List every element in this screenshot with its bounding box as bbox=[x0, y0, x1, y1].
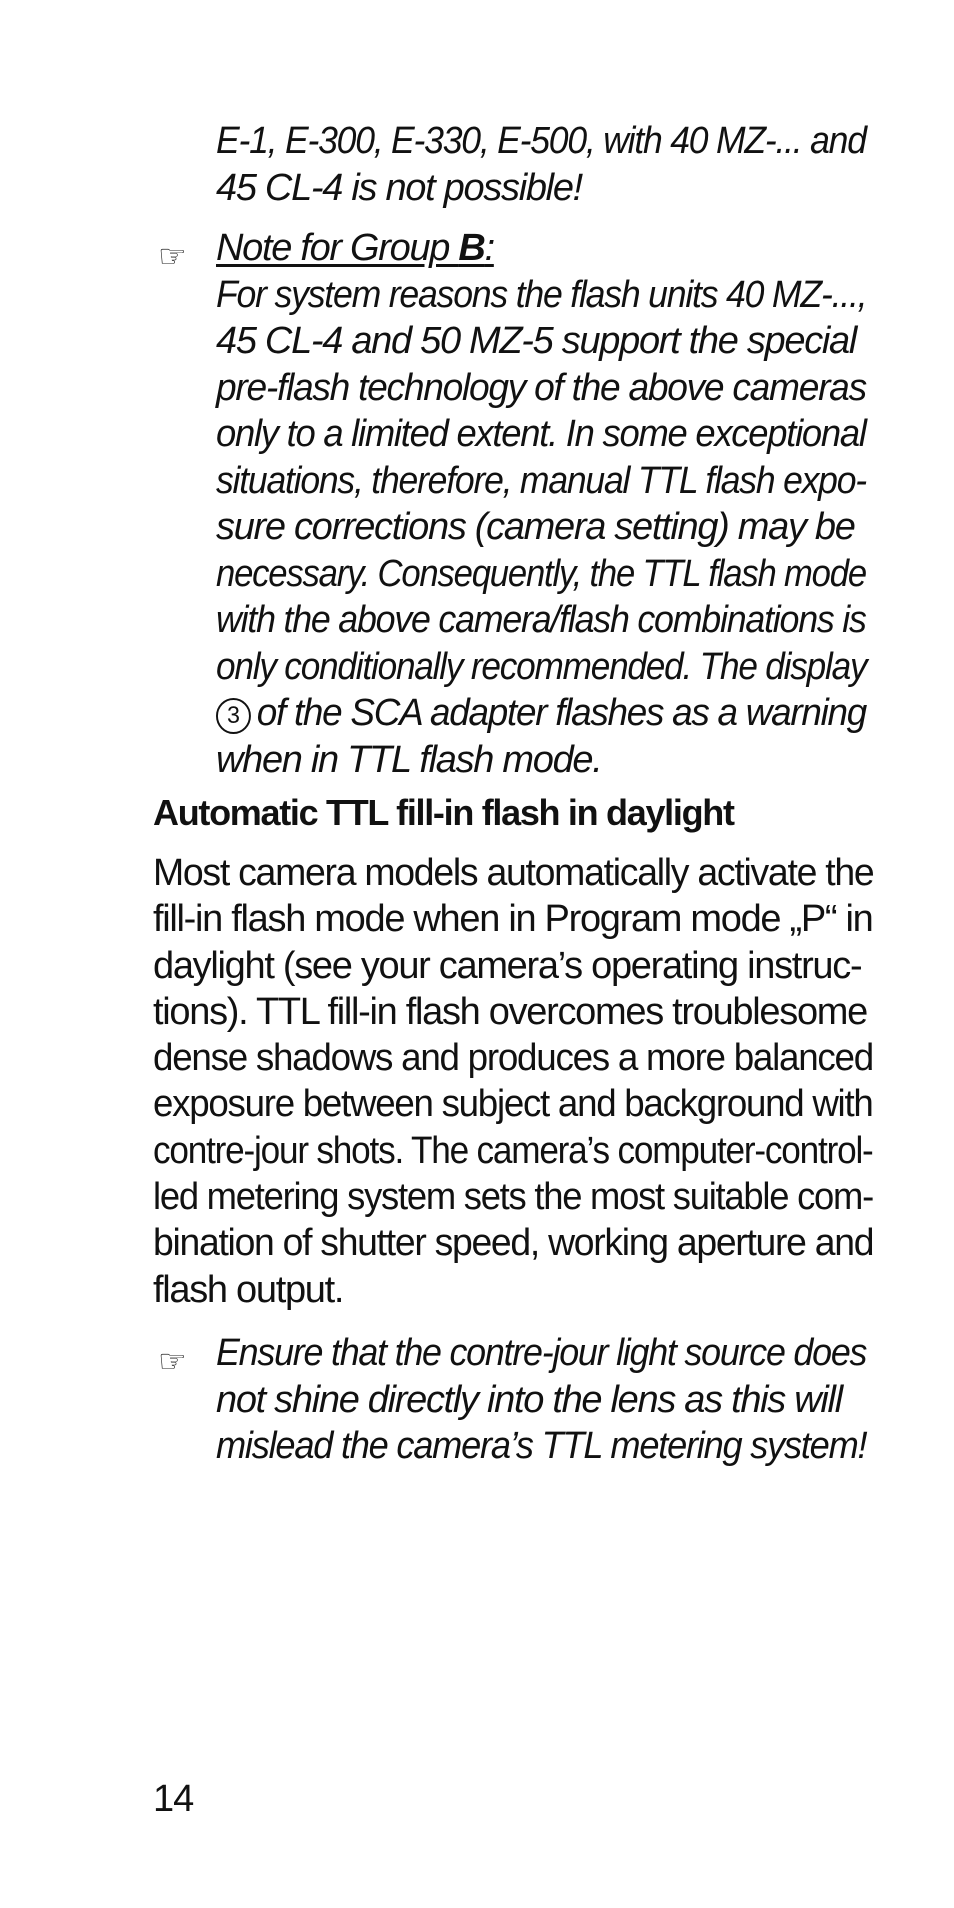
circled-number-3: 3 bbox=[216, 698, 251, 734]
text-line: situations, therefore, manual TTL flash expo- bbox=[216, 459, 866, 502]
text-line: necessary. Consequently, the TTL flash mode bbox=[216, 552, 866, 595]
text-line: Most camera models automatically activate the bbox=[153, 852, 874, 894]
text-line: contre-jour shots. The camera’s computer-control- bbox=[153, 1129, 873, 1172]
note-heading-underlined bbox=[216, 227, 494, 269]
text-line: 45 CL-4 and 50 MZ-5 support the special bbox=[216, 320, 857, 362]
text-line: flash output. bbox=[153, 1268, 344, 1311]
text-line: fill-in flash mode when in Program mode „P“ in bbox=[153, 898, 873, 941]
text-line: of the SCA adapter flashes as a warning bbox=[256, 692, 867, 734]
note-contre-jour bbox=[216, 1330, 866, 1470]
text-line: exposure between subject and background with bbox=[153, 1083, 873, 1126]
note-heading-suffix: : bbox=[484, 227, 494, 269]
text-line: dense shadows and produces a more balanced bbox=[153, 1037, 873, 1080]
text-line: only to a limited extent. In some exceptional bbox=[216, 413, 866, 455]
text-line: when in TTL flash mode. bbox=[216, 738, 602, 781]
text-line: with the above camera/flash combinations is bbox=[216, 599, 866, 641]
section-heading: Automatic TTL fill-in flash in daylight bbox=[153, 792, 734, 833]
text-line: daylight (see your camera’s operating instruc- bbox=[153, 944, 862, 987]
text-line: led metering system sets the most suitable com- bbox=[153, 1176, 873, 1219]
text-line: not shine directly into the lens as this will bbox=[216, 1378, 842, 1421]
pointing-hand-icon: ☞ bbox=[158, 1343, 187, 1379]
continuation-text bbox=[216, 118, 866, 211]
note-group-b bbox=[216, 225, 866, 783]
note-heading-letter: B bbox=[458, 227, 485, 269]
note-heading-prefix: Note for Group bbox=[216, 227, 459, 269]
page-number: 14 bbox=[153, 1778, 194, 1820]
text-line-with-callout bbox=[216, 690, 867, 737]
section-body bbox=[153, 850, 873, 1313]
pointing-hand-icon: ☞ bbox=[158, 238, 187, 274]
text-line: tions). TTL fill-in flash overcomes troublesome bbox=[153, 990, 867, 1033]
text-line: pre-flash technology of the above cameras bbox=[216, 366, 866, 409]
text-line: sure corrections (camera setting) may be bbox=[216, 506, 855, 548]
text-line: E-1, E-300, E-330, E-500, with 40 MZ-... and bbox=[216, 120, 866, 162]
text-line: 45 CL-4 is not possible! bbox=[216, 166, 582, 209]
text-line: For system reasons the flash units 40 MZ-..., bbox=[216, 273, 867, 316]
text-line: Ensure that the contre-jour light source does bbox=[216, 1332, 867, 1374]
note-heading bbox=[216, 225, 866, 272]
text-line: bination of shutter speed, working aperture and bbox=[153, 1222, 874, 1265]
text-line: only conditionally recommended. The display bbox=[216, 645, 867, 688]
text-line: mislead the camera’s TTL metering system! bbox=[216, 1425, 867, 1467]
